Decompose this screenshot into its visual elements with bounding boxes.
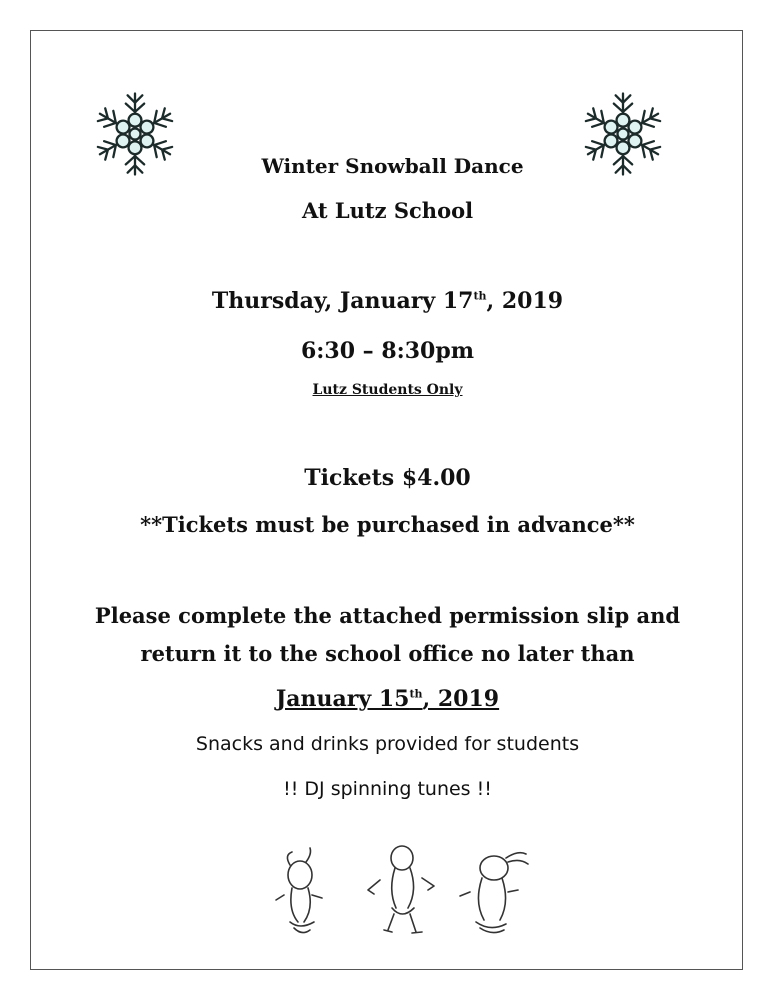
permission-line-2: return it to the school office no later than [140,641,635,666]
permission-line-1: Please complete the attached permission slip and [94,603,681,628]
dancing-dog-right [460,853,528,933]
dancing-dog-center [368,846,434,933]
event-time: 6:30 – 8:30pm [300,338,475,364]
dj-note: !! DJ spinning tunes !! [283,778,492,800]
flyer-location: At Lutz School [301,198,474,223]
snacks-note: Snacks and drinks provided for students [195,733,580,755]
event-date-suffix: th [473,289,487,303]
dancing-dog-illustration [270,840,540,940]
event-date-main: Thursday, January 17 [211,288,474,314]
deadline-year: , 2019 [422,686,500,712]
deadline-main: January 15 [275,686,410,712]
advance-note: **Tickets must be purchased in advance** [140,512,635,537]
audience-note: Lutz Students Only [312,382,463,398]
event-date [0,288,775,314]
deadline-suffix: th [409,687,423,701]
flyer-title: Winter Snowball Dance [261,154,524,178]
ticket-price: Tickets $4.00 [304,465,471,491]
event-date-year: , 2019 [486,288,564,314]
dancing-dog-left [276,848,322,933]
deadline-date [0,686,775,712]
